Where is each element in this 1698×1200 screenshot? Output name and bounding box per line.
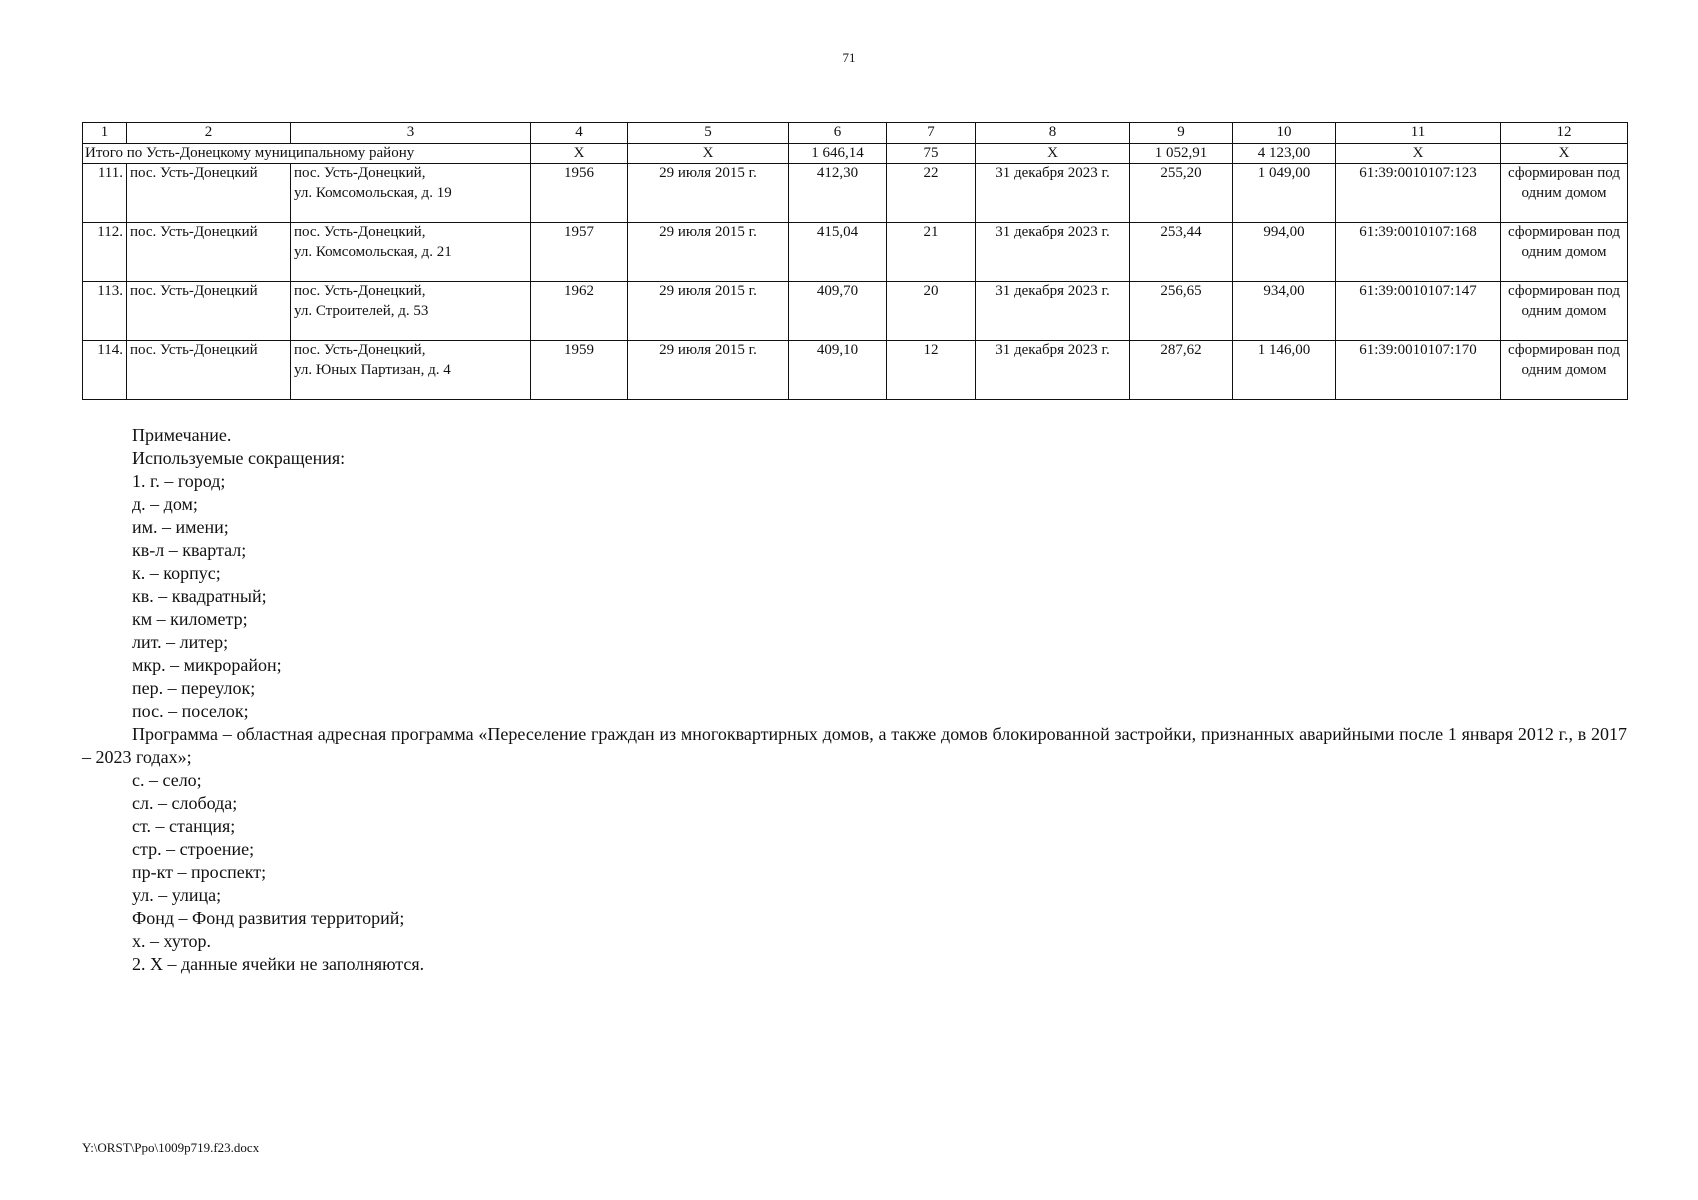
column-number: 2 [127,123,291,144]
address-cell [291,282,531,341]
row-number: 111. [83,164,127,223]
people-cell: 20 [887,282,976,341]
settlement-cell: пос. Усть-Донецкий [127,223,291,282]
settlement-cell: пос. Усть-Донецкий [127,164,291,223]
note-line: стр. – строение; [132,839,255,859]
date-recognized-cell: 29 июля 2015 г. [628,164,789,223]
note-line: кв-л – квартал; [132,540,247,560]
address-line: пос. Усть-Донецкий, [294,283,426,299]
total-cell: X [1501,143,1628,164]
note-line: мкр. – микрорайон; [132,655,282,675]
area-cell: 409,10 [789,341,887,400]
people-cell: 21 [887,223,976,282]
people-cell: 22 [887,164,976,223]
file-path-footer: Y:\ORST\Ppo\1009p719.f23.docx [82,1140,260,1155]
note-line: пос. – поселок; [132,701,249,721]
date-planned-cell: 31 декабря 2023 г. [976,282,1130,341]
total-cell: 1 646,14 [789,143,887,164]
note-line: Используемые сокращения: [132,448,346,468]
note-line: с. – село; [132,770,202,790]
status-cell: сформирован под одним домом [1501,282,1628,341]
table-row [83,164,1628,223]
page-number: 71 [842,50,856,65]
column-number-row [83,123,1628,144]
address-cell [291,164,531,223]
column-number: 12 [1501,123,1628,144]
housing-table [82,122,1628,400]
note-line: х. – хутор. [132,931,211,951]
table-row [83,282,1628,341]
column-number: 8 [976,123,1130,144]
row-number: 112. [83,223,127,282]
column-number: 1 [83,123,127,144]
status-cell: сформирован под одним домом [1501,164,1628,223]
note-heading: Примечание. [132,425,232,445]
note-line: км – километр; [132,609,248,629]
year-cell: 1956 [531,164,628,223]
column-number: 3 [291,123,531,144]
status-cell: сформирован под одним домом [1501,223,1628,282]
status-cell: сформирован под одним домом [1501,341,1628,400]
column-number: 10 [1233,123,1336,144]
area-cell: 415,04 [789,223,887,282]
cadastral-cell: 61:39:0010107:123 [1336,164,1501,223]
year-cell: 1962 [531,282,628,341]
address-line: ул. Юных Партизан, д. 4 [294,361,451,378]
value-cell: 994,00 [1233,223,1336,282]
note-line: им. – имени; [132,517,229,537]
total-cell: 75 [887,143,976,164]
note-line: кв. – квадратный; [132,586,267,606]
note-line: 2. X – данные ячейки не заполняются. [132,954,425,974]
total-cell: X [1336,143,1501,164]
note-line: ст. – станция; [132,816,236,836]
cadastral-cell: 61:39:0010107:147 [1336,282,1501,341]
area-cell: 409,70 [789,282,887,341]
total-label: Итого по Усть-Донецкому муниципальному району [83,143,531,164]
value-cell: 934,00 [1233,282,1336,341]
table-row [83,341,1628,400]
note-line: д. – дом; [132,494,198,514]
value-cell: 1 049,00 [1233,164,1336,223]
address-line: пос. Усть-Донецкий, [294,342,426,358]
note-line: пр-кт – проспект; [132,862,267,882]
column-number: 4 [531,123,628,144]
area-cell: 412,30 [789,164,887,223]
total-cell: 4 123,00 [1233,143,1336,164]
address-line: ул. Строителей, д. 53 [294,302,429,319]
date-planned-cell: 31 декабря 2023 г. [976,341,1130,400]
year-cell: 1957 [531,223,628,282]
row-number: 113. [83,282,127,341]
date-recognized-cell: 29 июля 2015 г. [628,282,789,341]
note-line: Фонд – Фонд развития территорий; [132,908,405,928]
column-number: 7 [887,123,976,144]
note-program: Программа – областная адресная программа «Переселение граждан из многоквартирных домов, а также домов блокированной застройки, признанных аварийными после 1 января 2012 г., в 2017 – 2023 годах»; [82,724,1627,767]
value-cell: 256,65 [1130,282,1233,341]
table-row [83,223,1628,282]
column-number: 11 [1336,123,1501,144]
date-planned-cell: 31 декабря 2023 г. [976,223,1130,282]
address-line: ул. Комсомольская, д. 21 [294,243,452,260]
total-cell: X [531,143,628,164]
note-line: ул. – улица; [132,885,222,905]
address-cell [291,223,531,282]
row-number: 114. [83,341,127,400]
value-cell: 255,20 [1130,164,1233,223]
total-cell: X [628,143,789,164]
settlement-cell: пос. Усть-Донецкий [127,282,291,341]
date-recognized-cell: 29 июля 2015 г. [628,223,789,282]
cadastral-cell: 61:39:0010107:168 [1336,223,1501,282]
note-line: 1. г. – город; [132,471,226,491]
note-line: пер. – переулок; [132,678,256,698]
value-cell: 1 146,00 [1233,341,1336,400]
note-line: лит. – литер; [132,632,229,652]
address-cell [291,341,531,400]
note-line: сл. – слобода; [132,793,238,813]
column-number: 9 [1130,123,1233,144]
cadastral-cell: 61:39:0010107:170 [1336,341,1501,400]
value-cell: 287,62 [1130,341,1233,400]
settlement-cell: пос. Усть-Донецкий [127,341,291,400]
people-cell: 12 [887,341,976,400]
notes-section [82,424,1627,976]
address-line: пос. Усть-Донецкий, [294,224,426,240]
value-cell: 253,44 [1130,223,1233,282]
total-cell: 1 052,91 [1130,143,1233,164]
date-planned-cell: 31 декабря 2023 г. [976,164,1130,223]
column-number: 5 [628,123,789,144]
total-cell: X [976,143,1130,164]
address-line: пос. Усть-Донецкий, [294,165,426,181]
year-cell: 1959 [531,341,628,400]
address-line: ул. Комсомольская, д. 19 [294,184,452,201]
column-number: 6 [789,123,887,144]
total-row [83,143,1628,164]
note-line: к. – корпус; [132,563,221,583]
date-recognized-cell: 29 июля 2015 г. [628,341,789,400]
